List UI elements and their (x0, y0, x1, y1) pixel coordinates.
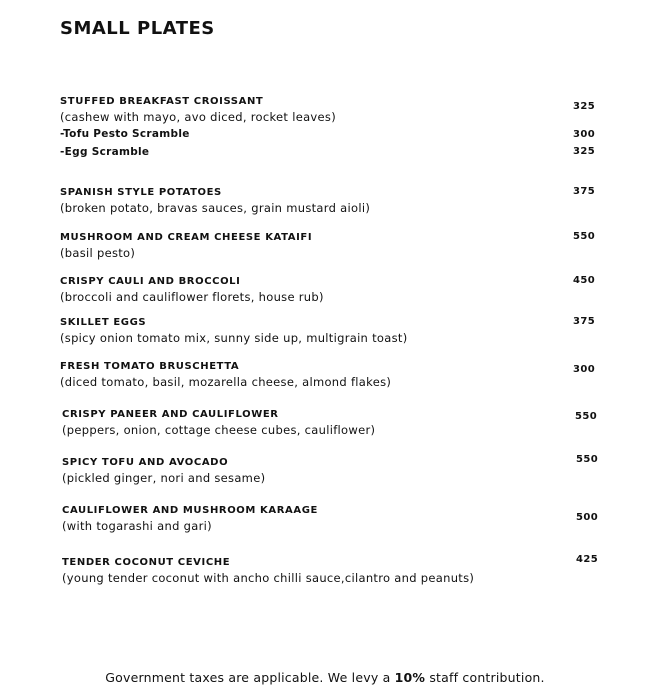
item-name: FRESH TOMATO BRUSCHETTA (60, 361, 240, 372)
variant-price: 300 (573, 129, 596, 140)
footer-text-before: Government taxes are applicable. We levy a (105, 670, 395, 685)
variant-price: 325 (573, 146, 596, 157)
item-price: 450 (573, 275, 596, 286)
footer-text-after: staff contribution. (425, 670, 545, 685)
item-name: SPANISH STYLE POTATOES (60, 187, 222, 198)
item-description: (cashew with mayo, avo diced, rocket leaves) (60, 110, 336, 124)
menu-item (60, 231, 312, 261)
menu-item (60, 360, 391, 390)
menu-item (60, 316, 407, 346)
item-name: STUFFED BREAKFAST CROISSANT (60, 96, 264, 107)
item-description: (with togarashi and gari) (62, 519, 212, 533)
menu-item (60, 186, 370, 216)
item-name: CAULIFLOWER AND MUSHROOM KARAAGE (62, 505, 318, 516)
item-price: 550 (575, 411, 598, 422)
item-price: 550 (573, 231, 596, 242)
item-price: 550 (576, 454, 599, 465)
item-name: TENDER COCONUT CEVICHE (62, 557, 231, 568)
footer-note (0, 670, 650, 685)
menu-item (62, 408, 375, 438)
menu-item (60, 275, 324, 305)
item-description: (peppers, onion, cottage cheese cubes, cauliflower) (62, 423, 376, 437)
variant-name: -Tofu Pesto Scramble (60, 128, 190, 140)
item-name: CRISPY CAULI AND BROCCOLI (60, 276, 241, 287)
page-title: SMALL PLATES (60, 18, 215, 39)
item-price: 500 (576, 512, 599, 523)
item-price: 300 (573, 364, 596, 375)
item-description: (pickled ginger, nori and sesame) (62, 471, 266, 485)
menu-item (62, 504, 318, 534)
item-description: (diced tomato, basil, mozarella cheese, almond flakes) (60, 375, 392, 389)
item-name: CRISPY PANEER AND CAULIFLOWER (62, 409, 279, 420)
item-description: (spicy onion tomato mix, sunny side up, multigrain toast) (60, 331, 408, 345)
menu-item (62, 556, 474, 586)
item-name: SKILLET EGGS (60, 317, 147, 328)
item-description: (broccoli and cauliflower florets, house rub) (60, 290, 324, 304)
item-name: MUSHROOM AND CREAM CHEESE KATAIFI (60, 232, 313, 243)
item-price: 325 (573, 101, 596, 112)
item-description: (basil pesto) (60, 246, 136, 260)
menu-item (62, 456, 265, 486)
item-price: 375 (573, 186, 596, 197)
item-name: SPICY TOFU AND AVOCADO (62, 457, 229, 468)
item-price: 425 (576, 554, 599, 565)
item-description: (broken potato, bravas sauces, grain mustard aioli) (60, 201, 371, 215)
variant-name: -Egg Scramble (60, 146, 150, 158)
item-description: (young tender coconut with ancho chilli sauce,cilantro and peanuts) (62, 571, 475, 585)
footer-percentage: 10% (394, 670, 426, 685)
item-price: 375 (573, 316, 596, 327)
menu-item (60, 95, 336, 125)
